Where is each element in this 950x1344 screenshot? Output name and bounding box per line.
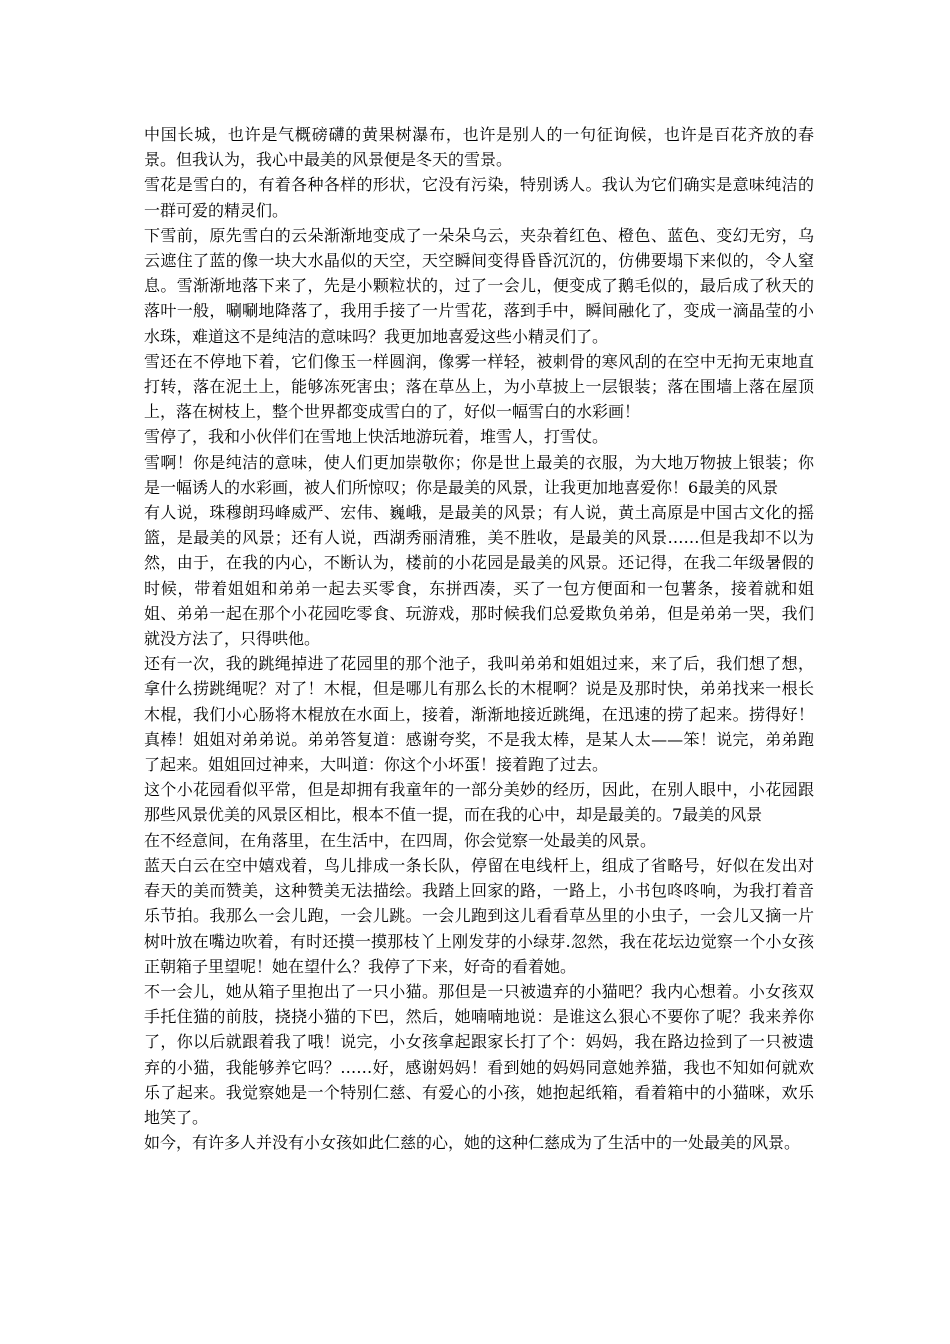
paragraph-5: 雪停了，我和小伙伴们在雪地上快活地游玩着，堆雪人，打雪仗。 xyxy=(144,427,609,447)
paragraph-7: 有人说，珠穆朗玛峰威严、宏伟、巍峨，是最美的风景；有人说，黄土高原是中国古文化的摇篮，是最美的风景；还有人说，西湖秀丽清雅，美不胜收，是最美的风景……但是我却不以为然，由于，在我的内心，不断认为，楼前的小花园是最美的风景。还记得，在我二年级暑假的时候，带着姐姐和弟弟一起去买零食，东拼西凑，买了一包方便面和一包薯条，接着就和姐姐、弟弟一起在那个小花园吃零食、玩游戏，那时候我们总爱欺负弟弟，但是弟弟一哭，我们就没方法了，只得哄他。 xyxy=(144,503,814,649)
paragraph-13: 如今，有许多人并没有小女孩如此仁慈的心，她的这种仁慈成为了生活中的一处最美的风景。 xyxy=(144,1133,801,1153)
paragraph-4: 雪还在不停地下着，它们像玉一样圆润，像雾一样轻，被刺骨的寒风刮的在空中无拘无束地直打转，落在泥土上，能够冻死害虫；落在草丛上，为小草披上一层银装；落在围墙上落在屋顶上，落在树枝上，整个世界都变成雪白的了，好似一幅雪白的水彩画！ xyxy=(144,351,814,422)
paragraph-10: 在不经意间，在角落里，在生活中，在四周，你会觉察一处最美的风景。 xyxy=(144,830,657,850)
paragraph-12: 不一会儿，她从箱子里抱出了一只小猫。那但是一只被遗弃的小猫吧？我内心想着。小女孩双手托住猫的前肢，挠挠小猫的下巴，然后，她喃喃地说：是谁这么狠心不要你了呢？我来养你了，你以后就跟着我了哦！说完，小女孩拿起跟家长打了个：妈妈，我在路边捡到了一只被遗弃的小猫，我能够养它吗？……好，感谢妈妈！看到她的妈妈同意她养猫，我也不知如何就欢乐了起来。我觉察她是一个特别仁慈、有爱心的小孩，她抱起纸箱，看着箱中的小猫咪，欢乐地笑了。 xyxy=(144,981,814,1127)
paragraph-2: 雪花是雪白的，有着各种各样的形状，它没有污染，特别诱人。我认为它们确实是意味纯洁的一群可爱的精灵们。 xyxy=(144,175,814,220)
document-body xyxy=(144,122,814,1155)
paragraph-1: 中国长城，也许是气概磅礴的黄果树瀑布，也许是别人的一句征询候，也许是百花齐放的春景。但我认为，我心中最美的风景便是冬天的雪景。 xyxy=(144,125,814,170)
paragraph-8: 还有一次，我的跳绳掉进了花园里的那个池子，我叫弟弟和姐姐过来，来了后，我们想了想，拿什么捞跳绳呢？对了！木棍，但是哪儿有那么长的木棍啊？说是及那时快，弟弟找来一根长木棍，我们小心肠将木棍放在水面上，接着，渐渐地接近跳绳，在迅速的捞了起来。捞得好！真棒！姐姐对弟弟说。弟弟答复道：感谢夸奖，不是我太棒，是某人太——笨！说完，弟弟跑了起来。姐姐回过神来，大叫道：你这个小坏蛋！接着跑了过去。 xyxy=(144,654,814,775)
paragraph-3: 下雪前，原先雪白的云朵渐渐地变成了一朵朵乌云，夹杂着红色、橙色、蓝色、变幻无穷，乌云遮住了蓝的像一块大水晶似的天空，天空瞬间变得昏昏沉沉的，仿佛要塌下来似的，令人窒息。雪渐渐地落下来了，先是小颗粒状的，过了一会儿，便变成了鹅毛似的，最后成了秋天的落叶一般，唰唰地降落了，我用手接了一片雪花，落到手中，瞬间融化了，变成一滴晶莹的小水珠，难道这不是纯洁的意味吗？我更加地喜爱这些小精灵们了。 xyxy=(144,225,814,346)
paragraph-11: 蓝天白云在空中嬉戏着，鸟儿排成一条长队，停留在电线杆上，组成了省略号，好似在发出对春天的美而赞美，这种赞美无法描绘。我踏上回家的路，一路上，小书包咚咚响，为我打着音乐节拍。我那么一会儿跑，一会儿跳。一会儿跑到这儿看看草丛里的小虫子，一会儿又摘一片树叶放在嘴边吹着，有时还摸一摸那枝丫上刚发芽的小绿芽.忽然，我在花坛边觉察一个小女孩正朝箱子里望呢！她在望什么？我停了下来，好奇的看着她。 xyxy=(144,855,814,976)
paragraph-6: 雪啊！你是纯洁的意味，使人们更加崇敬你；你是世上最美的衣服，为大地万物披上银装；你是一幅诱人的水彩画，被人们所惊叹；你是最美的风景，让我更加地喜爱你！6最美的风景 xyxy=(144,452,814,497)
paragraph-9: 这个小花园看似平常，但是却拥有我童年的一部分美妙的经历，因此，在别人眼中，小花园跟那些风景优美的风景区相比，根本不值一提，而在我的心中，却是最美的。7最美的风景 xyxy=(144,780,814,825)
